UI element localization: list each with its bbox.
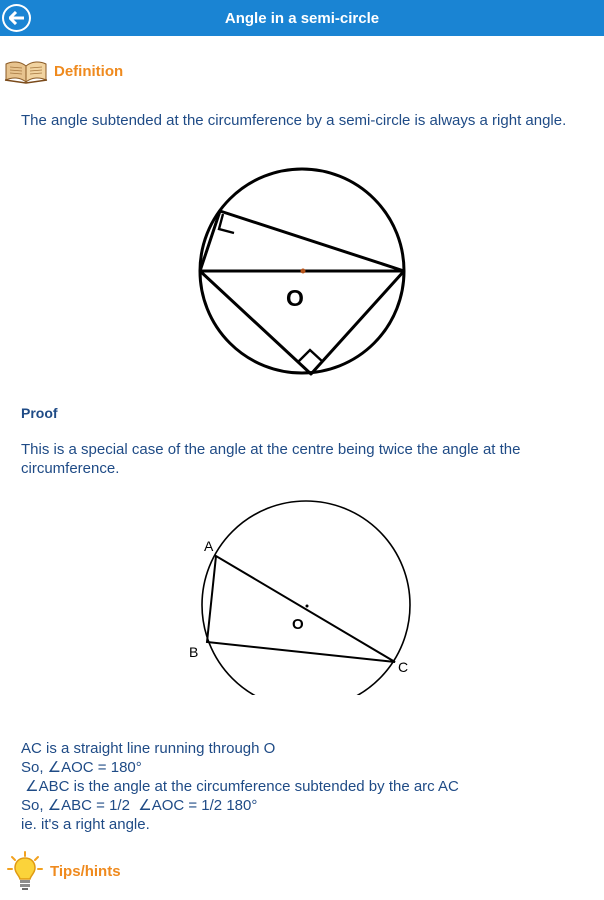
proof-heading: Proof xyxy=(21,405,58,421)
open-book-icon xyxy=(4,58,48,84)
definition-text: The angle subtended at the circumference by a semi-circle is always a right angle. xyxy=(21,112,567,129)
proof-step: So, ∠ABC = 1/2 ∠AOC = 1/2 180° xyxy=(21,797,258,814)
back-arrow-icon xyxy=(9,11,25,25)
definition-header xyxy=(4,58,123,84)
app-header xyxy=(0,0,604,36)
center-label-o2: O xyxy=(292,616,304,633)
proof-intro: This is a special case of the angle at the centre being twice the angle at the circumference. xyxy=(21,441,521,477)
vertex-label-b: B xyxy=(189,644,199,660)
proof-step: AC is a straight line running through O xyxy=(21,740,276,757)
vertex-label-c: C xyxy=(398,659,409,675)
triangle-in-circle-diagram xyxy=(180,495,425,695)
back-button[interactable] xyxy=(2,4,31,32)
page-title: Angle in a semi-circle xyxy=(224,9,380,27)
definition-heading: Definition xyxy=(54,62,124,80)
proof-step: So, ∠AOC = 180° xyxy=(21,759,142,776)
proof-steps xyxy=(21,739,581,834)
proof-step: ie. it's a right angle. xyxy=(21,816,150,833)
vertex-label-a: A xyxy=(204,538,214,554)
tips-heading[interactable]: Tips/hints xyxy=(50,862,121,880)
light-bulb-icon xyxy=(6,850,44,892)
semicircle-diagram xyxy=(190,160,420,390)
proof-step: ∠ABC is the angle at the circumference subtended by the arc AC xyxy=(21,778,459,795)
tips-header[interactable] xyxy=(6,850,121,892)
center-label-o: O xyxy=(286,285,304,311)
